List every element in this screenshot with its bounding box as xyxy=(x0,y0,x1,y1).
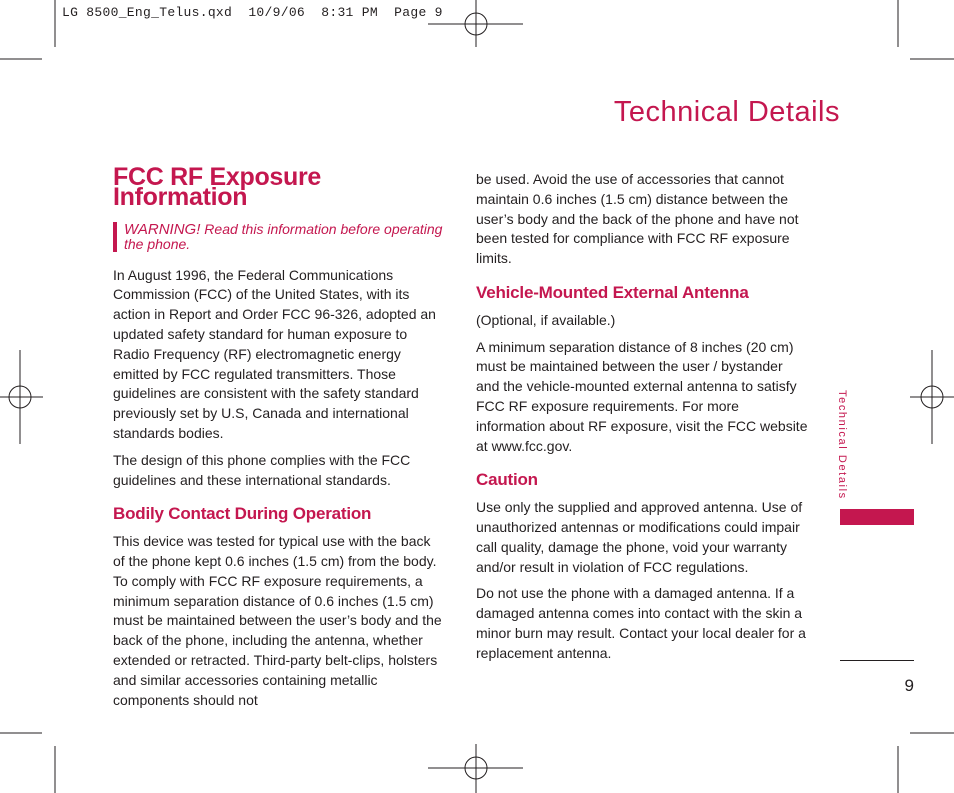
warning-callout xyxy=(113,222,445,252)
side-tab-label: Technical Details xyxy=(836,390,848,500)
paragraph-caution-2: Do not use the phone with a damaged antenna. If a damaged antenna comes into contact with the skin a minor burn may result. Contact your local dealer for a replacement antenna. xyxy=(476,585,806,661)
page-number: 9 xyxy=(904,676,914,695)
paragraph-vehicle-antenna: A minimum separation distance of 8 inches (20 cm) must be maintained between the user / bystander and the vehicle-mounted external antenna to satisfy FCC RF exposure requirements. For more information about RF exposure, visit the FCC website at www.fcc.gov. xyxy=(476,338,808,454)
subheading-caution: Caution xyxy=(476,470,538,490)
optional-note: (Optional, if available.) xyxy=(476,311,616,328)
print-slug: LG 8500_Eng_Telus.qxd 10/9/06 8:31 PM Page 9 xyxy=(62,5,443,20)
warning-label: WARNING! xyxy=(124,220,201,238)
subheading-vehicle-antenna: Vehicle-Mounted External Antenna xyxy=(476,282,749,302)
section-title: FCC RF Exposure Information xyxy=(113,163,322,211)
paragraph-bodily-contact: This device was tested for typical use with the back of the phone kept 0.6 inches (1.5 cm) from the body. To comply with FCC RF exposure requirements, a minimum separation distance of 0.6 inches (1.5 cm) must be maintained between the user’s body and the back of the phone, including the antenna, whether extended or retracted. Third-party belt-clips, holsters and similar accessories containing metallic components should not xyxy=(113,533,442,708)
page-header-title: Technical Details xyxy=(613,96,840,128)
subheading-bodily-contact: Bodily Contact During Operation xyxy=(113,504,372,524)
left-column xyxy=(113,163,445,717)
paragraph-design-compliance: The design of this phone complies with the FCC guidelines and these international standards. xyxy=(113,451,411,488)
paragraph-caution-1: Use only the supplied and approved antenna. Use of unauthorized antennas or modifications could impair call quality, damage the phone, void your warranty and/or result in violation of FCC regulations. xyxy=(476,499,803,575)
right-column xyxy=(476,170,808,671)
page-number-rule xyxy=(840,660,914,661)
paragraph-fcc-history: In August 1996, the Federal Communications Commission (FCC) of the United States, with its action in Report and Order FCC 96-326, adopted an updated safety standard for human exposure to Radio Frequency (RF) electromagnetic energy emitted by FCC regulated transmitters. Those guidelines are consistent with the safety standard previously set by U.S, Canada and international standards bodies. xyxy=(113,266,436,441)
side-tab-bar xyxy=(840,509,914,525)
warning-text: Read this information before operating the phone. xyxy=(124,220,443,252)
paragraph-continued: be used. Avoid the use of accessories that cannot maintain 0.6 inches (1.5 cm) distance between the user’s body and the back of the phone and have not been tested for compliance with FCC RF exposure limits. xyxy=(476,171,799,267)
